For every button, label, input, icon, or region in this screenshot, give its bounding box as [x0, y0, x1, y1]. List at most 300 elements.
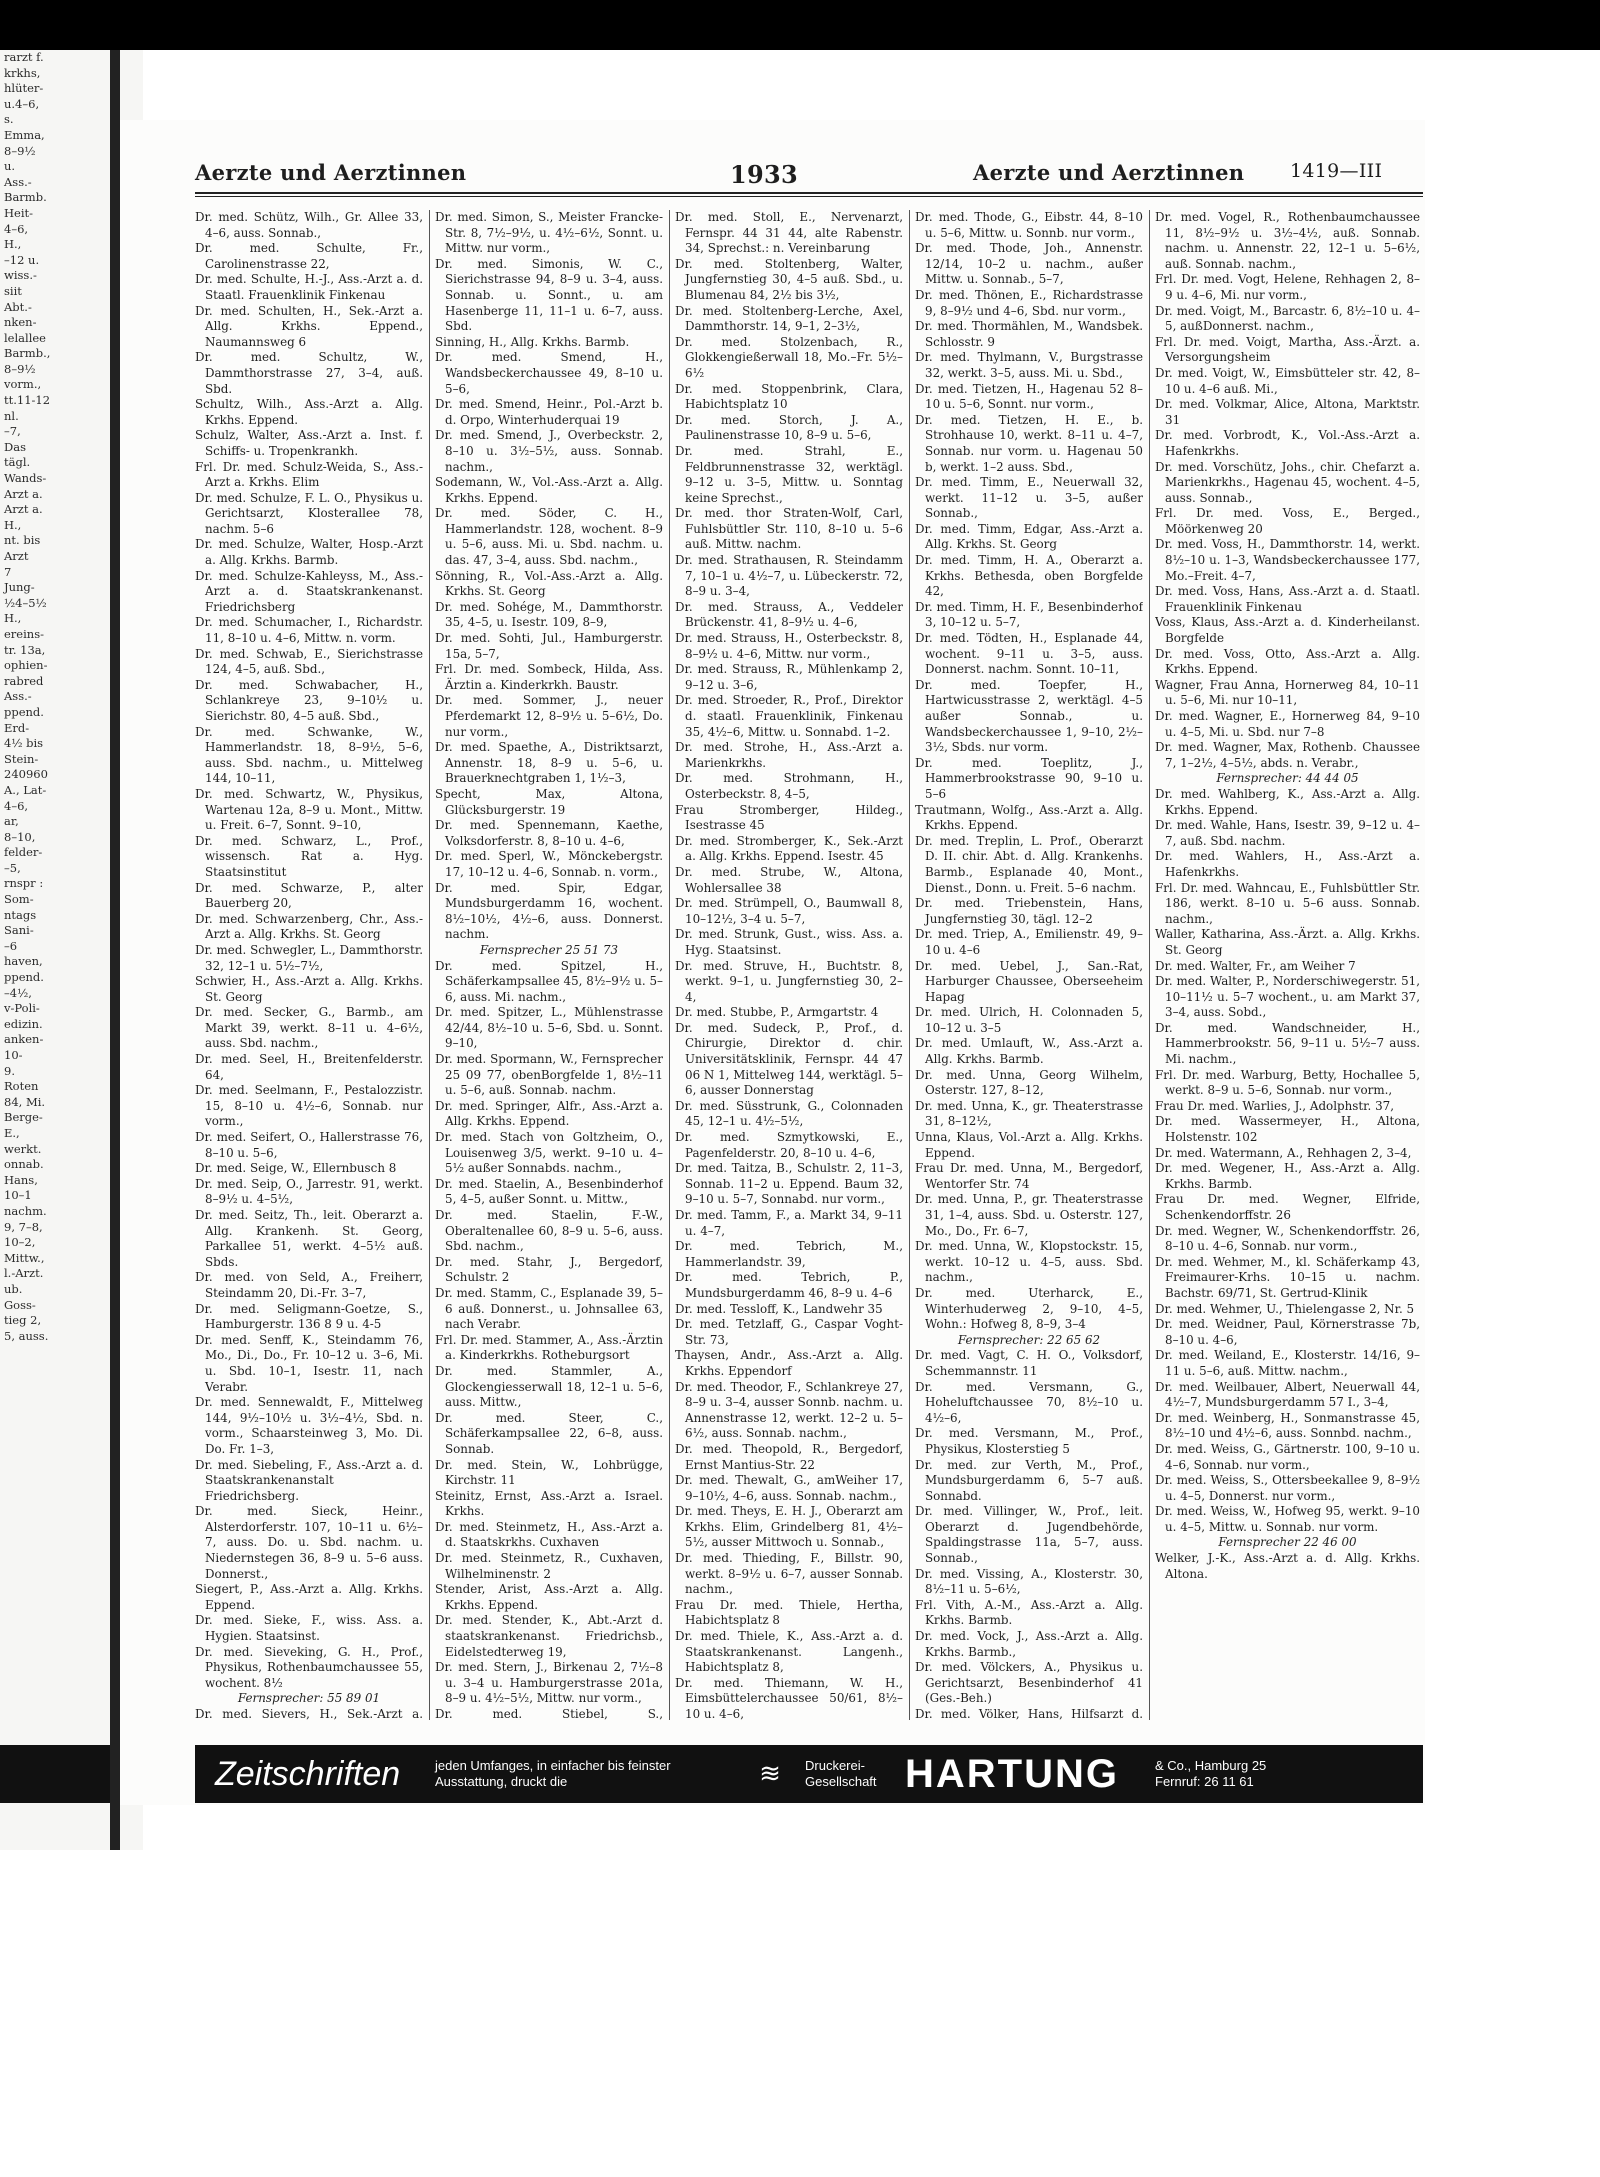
prev-page-line: 8–10,: [4, 829, 36, 844]
directory-entry: Thaysen, Andr., Ass.-Arzt a. Allg. Krkhs. Eppendorf: [675, 1348, 903, 1378]
directory-entry: Dr. med. Stern, J., Birkenau 2, 7½–8 u. 3–4 u. Hamburgerstrasse 201a, 8–9 u. 4½–5½, Mittw. nur vorm.,: [435, 1660, 663, 1706]
prev-page-line: Ass.-: [4, 689, 32, 704]
directory-entry: Dr. med. Spitzer, L., Mühlenstrasse 42/44, 8½–10 u. 5–6, Sbd. u. Sonnt. 9–10,: [435, 1005, 663, 1051]
directory-entry: Voss, Klaus, Ass.-Arzt a. d. Kinderheilanst. Borgfelde: [1155, 615, 1420, 646]
ad-company-location: & Co., Hamburg 25: [1155, 1758, 1267, 1773]
directory-entry: Dr. med. Sieck, Heinr., Alsterdorferstr. 107, 10–11 u. 6½–7, auss. Do. u. Sbd. nachm. u. Niedernstegen 36, 8–9 u. 5–6 auss. Donnerst.,: [195, 1504, 423, 1581]
directory-entry: Dr. med. Schulten, H., Sek.-Arzt a. Allg. Krkhs. Eppend., Naumannsweg 6: [195, 303, 423, 349]
directory-column-3: [675, 210, 903, 1720]
prev-page-line: 10–1: [4, 1188, 32, 1203]
column-divider: [429, 210, 430, 1720]
header-page-number: 1419—III: [1290, 160, 1383, 182]
directory-entry: Schwier, H., Ass.-Arzt a. Allg. Krkhs. St. Georg: [195, 974, 423, 1004]
prev-page-line: 240960: [4, 767, 48, 782]
directory-entry: Frau Dr. med. Unna, M., Bergedorf, Wentorfer Str. 74: [915, 1161, 1143, 1191]
telephone-line: Fernsprecher 22 46 00: [1218, 1535, 1357, 1550]
directory-entry: Dr. med. Schütz, Wilh., Gr. Allee 33, 4–6, auss. Sonnab.,: [195, 210, 423, 240]
prev-page-line: tr. 13a,: [4, 642, 46, 657]
directory-entry: Dr. med. Theys, E. H. J., Oberarzt am Krkhs. Elim, Grindelberg 81, 4½–5½, ausser Mittwoch u. Sonnab.,: [675, 1504, 903, 1550]
directory-entry: Dr. med. Versmann, M., Prof., Physikus, Klosterstieg 5: [915, 1426, 1143, 1456]
directory-entry: Dr. med. Unna, Georg Wilhelm, Osterstr. 127, 8–12,: [915, 1067, 1143, 1098]
directory-entry: Dr. med. Stahr, J., Bergedorf, Schulstr. 2: [435, 1254, 663, 1285]
directory-entry: Dr. med. Wagner, Max, Rothenb. Chaussee 7, 1–2½, 4–5½, abds. n. Verabr.,: [1155, 740, 1420, 770]
prev-page-line: –7,: [4, 424, 21, 439]
prev-page-line: nt. bis: [4, 533, 41, 548]
directory-entry: Dr. med. Voigt, M., Barcastr. 6, 8½–10 u. 4–5, außDonnerst. nachm.,: [1155, 303, 1420, 334]
directory-entry: Dr. med. Storch, J. A., Paulinenstrasse 10, 8–9 u. 5–6,: [675, 412, 903, 443]
directory-entry: Frl. Vith, A.-M., Ass.-Arzt a. Allg. Krkhs. Barmb.: [915, 1597, 1143, 1628]
directory-entry: Dr. med. Spennemann, Kaethe, Volksdorferstr. 8, 8–10 u. 4–6,: [435, 818, 663, 848]
directory-entry: Frl. Dr. med. Vogt, Helene, Rehhagen 2, 8–9 u. 4–6, Mi. nur vorm.,: [1155, 272, 1420, 302]
directory-entry: Dr. med. Wehmer, M., kl. Schäferkamp 43, Freimaurer-Krhs. 10–15 u. nachm. Bachstr. 69/71, St. Gertrud-Klinik: [1155, 1254, 1420, 1300]
directory-entry: Sodemann, W., Vol.-Ass.-Arzt a. Allg. Krkhs. Eppend.: [435, 475, 663, 505]
column-divider: [909, 210, 910, 1720]
directory-entry: Dr. med. Sohti, Jul., Hamburgerstr. 15a, 5–7,: [435, 631, 663, 661]
prev-page-line: 10–2,: [4, 1235, 36, 1250]
directory-entry: Dr. med. Strube, W., Altona, Wohlersallee 38: [675, 864, 903, 895]
directory-entry: Dr. med. zur Verth, M., Prof., Mundsburgerdamm 6, 5–7 auß. Sonnabd.: [915, 1457, 1143, 1503]
directory-entry: Dr. med. Versmann, G., Hoheluftchaussee 70, 8½–10 u. 4½–6,: [915, 1379, 1143, 1425]
prev-page-line: –6: [4, 938, 18, 953]
directory-entry: Trautmann, Wolfg., Ass.-Arzt a. Allg. Krkhs. Eppend.: [915, 802, 1143, 833]
directory-entry: Dr. med. Uterharck, E., Winterhuderweg 2, 9–10, 4–5, Wohn.: Hofweg 8, 8–9, 3–4: [915, 1285, 1143, 1332]
directory-entry: Dr. med. Staelin, F.-W., Oberaltenallee 60, 8–9 u. 5–6, auss. Sbd. nachm.,: [435, 1208, 663, 1254]
telephone-line: Fernsprecher 25 51 73: [479, 942, 619, 957]
directory-entry: Dr. med. Simonis, W. C., Sierichstrasse 94, 8–9 u. 3–4, auss. Sonnab. u. Sonnt., u. am Hasenberge 11, 11–1 u. 6–7, auss. Sbd.: [435, 256, 663, 334]
prev-page-line: Ass.-: [4, 174, 32, 189]
directory-entry: Dr. med. Schwab, E., Sierichstrasse 124, 4–5, auß. Sbd.,: [195, 646, 423, 677]
prev-page-line: tieg 2,: [4, 1313, 42, 1328]
directory-entry: Dr. med. Seelmann, F., Pestalozzistr. 15, 8–10 u. 4½–6, Sonnab. nur vorm.,: [195, 1083, 423, 1129]
directory-entry: Dr. med. Szmytkowski, E., Pagenfelderstr. 20, 8–10 u. 4–6,: [675, 1130, 903, 1160]
directory-entry: Schultz, Wilh., Ass.-Arzt a. Allg. Krkhs. Eppend.: [195, 397, 423, 427]
directory-entry: Steinitz, Ernst, Ass.-Arzt a. Israel. Krkhs.: [435, 1488, 663, 1519]
prev-page-line: 9.: [4, 1063, 15, 1078]
prev-page-line: Das: [4, 439, 26, 454]
ad-headline: Zeitschriften: [215, 1754, 401, 1793]
directory-entry: Dr. med. Weiss, S., Ottersbeekallee 9, 8–9½ u. 4–5, Donnerst. nur vorm.,: [1155, 1473, 1420, 1503]
directory-entry: Dr. med. Seip, O., Jarrestr. 91, werkt. 8–9½ u. 4–5½,: [195, 1176, 423, 1207]
directory-entry: Dr. med. von Seld, A., Freiherr, Steindamm 20, Di.-Fr. 3–7,: [195, 1270, 423, 1300]
prev-page-line: A., Lat-: [4, 782, 47, 797]
directory-entry: Dr. med. Triebenstein, Hans, Jungfernstieg 30, tägl. 12–2: [915, 896, 1143, 926]
telephone-line: Fernsprecher: 55 89 01: [237, 1691, 381, 1706]
directory-entry: Frau Stromberger, Hildeg., Isestrasse 45: [675, 802, 903, 833]
directory-entry: Dr. med. Tebrich, P., Mundsburgerdamm 46, 8–9 u. 4–6: [675, 1270, 903, 1300]
directory-entry: Dr. med. Uebel, J., San.-Rat, Harburger Chaussee, Oberseeheim Hapag: [915, 958, 1143, 1004]
header-left-title: Aerzte und Aerztinnen: [195, 160, 467, 185]
directory-entry: Dr. med. Triep, A., Emilienstr. 49, 9–10 u. 4–6: [915, 927, 1143, 957]
header-year: 1933: [730, 160, 798, 189]
directory-entry: Dr. med. Thönen, E., Richardstrasse 9, 8–9½ und 4–6, Sbd. nur vorm.,: [915, 287, 1143, 318]
directory-entry: Wagner, Frau Anna, Hornerweg 84, 10–11 u. 5–6, Mi. nur 10–11,: [1155, 677, 1420, 708]
directory-entry: Dr. med. Wassermeyer, H., Altona, Holstenstr. 102: [1155, 1114, 1420, 1145]
prev-page-line: Abt.-: [4, 299, 32, 314]
directory-entry: Dr. med. Volkmar, Alice, Altona, Marktstr. 31: [1155, 397, 1420, 427]
directory-entry: Dr. med. Unna, K., gr. Theaterstrasse 31, 8–12½,: [915, 1098, 1143, 1129]
prev-page-line: Arzt: [4, 549, 29, 563]
directory-entry: Dr. med. Seifert, O., Hallerstrasse 76, 8–10 u. 5–6,: [195, 1130, 423, 1160]
prev-page-line: Emma,: [4, 127, 45, 142]
prev-page-line: tägl.: [4, 455, 31, 470]
directory-entry: Dr. med. Smend, J., Overbeckstr. 2, 8–10 u. 3½–5½, auss. Sonnab. nachm.,: [435, 428, 663, 474]
directory-column-1: [195, 210, 423, 1720]
ad-company-type: Druckerei-Gesellschaft: [805, 1758, 877, 1789]
directory-entry: Frau Dr. med. Thiele, Hertha, Habichtsplatz 8: [675, 1597, 903, 1628]
directory-entry: Siegert, P., Ass.-Arzt a. Allg. Krkhs. Eppend.: [195, 1582, 423, 1612]
directory-entry: Dr. med. Stromberger, K., Sek.-Arzt a. Allg. Krkhs. Eppend. Isestr. 45: [675, 833, 903, 864]
prev-page-line: Heit-: [4, 205, 34, 220]
prev-page-line: ntags: [4, 907, 37, 922]
directory-entry: Frl. Dr. med. Stammer, A., Ass.-Ärztin a. Kinderkrkhs. Rotheburgsort: [435, 1332, 663, 1363]
prev-page-line: E.,: [4, 1125, 20, 1140]
directory-entry: Unna, Klaus, Vol.-Arzt a. Allg. Krkhs. Eppend.: [915, 1130, 1143, 1160]
directory-entry: Dr. med. Seligmann-Goetze, S., Hamburgerstr. 136 8 9 u. 4-5: [195, 1301, 423, 1332]
prev-page-line: v-Poli-: [4, 1001, 40, 1016]
directory-entry: Dr. med. Siebeling, F., Ass.-Arzt a. d. Staatskrankenanstalt Friedrichsberg.: [195, 1457, 423, 1503]
prev-page-line: nachm.: [4, 1203, 47, 1218]
directory-entry: Dr. med. Steinmetz, R., Cuxhaven, Wilhelminenstr. 2: [435, 1551, 663, 1581]
directory-entry: Dr. med. Völckers, A., Physikus u. Gerichtsarzt, Besenbinderhof 41 (Ges.-Beh.): [915, 1660, 1143, 1706]
directory-entry: Dr. med. Seitz, Th., leit. Oberarzt a. Allg. Krankenh. St. Georg, Parkallee 51, werkt. 4–5½ auß. Sbds.: [195, 1208, 423, 1269]
prev-page-line: ophien-: [4, 658, 48, 673]
directory-entry: Dr. med. Wegner, W., Schenkendorffstr. 26, 8–10 u. 4–6, Sonnab. nur vorm.,: [1155, 1223, 1420, 1254]
prev-page-line: u.4–6,: [4, 96, 40, 111]
directory-entry: Frau Dr. med. Wegner, Elfride, Schenkendorffstr. 26: [1155, 1192, 1420, 1222]
directory-entry: Dr. med. Wahlers, H., Ass.-Arzt a. Hafenkrkhs.: [1155, 849, 1420, 879]
directory-entry: Dr. med. Schulte, Fr., Carolinenstrasse 22,: [195, 241, 423, 271]
directory-entry: Dr. med. Schwanke, W., Hammerlandstr. 18, 8–9½, 5–6, auss. Sbd. nachm., u. Mittelweg 144, 10–11,: [195, 724, 423, 786]
prev-page-line: onnab.: [4, 1157, 44, 1172]
directory-entry: Dr. med. Sudeck, P., Prof., d. Chirurgie, Direktor d. chir. Universitätsklinik, Fernspr. 44 47 06 N 1, Mittelweg 144, werktägl. 5–6, ausser Donnerstag: [675, 1020, 903, 1098]
directory-entry: Dr. med. Stubbe, P., Armgartstr. 4: [675, 1005, 879, 1020]
directory-entry: Dr. med. Stroeder, R., Prof., Direktor d. staatl. Frauenklinik, Finkenau 35, 4½–6, Mittw. u. Sonnabd. 1–2.: [675, 693, 903, 739]
directory-entry: Dr. med. Voss, H., Dammthorstr. 14, werkt. 8½–10 u. 1–3, Wandsbeckerchaussee 177, Mo.–Freit. 4–7,: [1155, 537, 1420, 583]
telephone-line: Fernsprecher: 22 65 62: [957, 1332, 1101, 1347]
directory-entry: Dr. med. Seel, H., Breitenfelderstr. 64,: [195, 1052, 423, 1082]
telephone-line: Fernsprecher: 44 44 05: [1216, 771, 1359, 786]
prev-page-line: 8–9½: [4, 143, 36, 158]
prev-page-line: nl.: [4, 408, 19, 423]
directory-column-4: [915, 210, 1143, 1720]
header-rule: [195, 192, 1423, 194]
prev-page-line: Mittw.,: [4, 1250, 45, 1265]
directory-entry: Dr. med. Spitzel, H., Schäferkampsallee 45, 8½–9½ u. 5–6, auss. Mi. nachm.,: [435, 958, 663, 1004]
prev-page-line: s.: [4, 112, 14, 127]
directory-entry: Dr. med. Weilbauer, Albert, Neuerwall 44, 4½–7, Mundsburgerdamm 57 I., 3–4,: [1155, 1379, 1420, 1410]
prev-page-line: 5, auss.: [4, 1328, 49, 1343]
directory-entry: Dr. med. Schwabacher, H., Schlankreye 23, 9–10½ u. Sierichstr. 80, 4–5 auß. Sbd.,: [195, 677, 423, 723]
directory-entry: Frl. Dr. med. Sombeck, Hilda, Ass. Ärztin a. Kinderkrkh. Baustr.: [435, 662, 663, 692]
column-divider: [1149, 210, 1150, 1720]
prev-page-line: u.: [4, 159, 16, 174]
directory-entry: Dr. med. Voss, Hans, Ass.-Arzt a. d. Staatl. Frauenklinik Finkenau: [1155, 584, 1420, 614]
directory-entry: Dr. med. Schulze, Walter, Hosp.-Arzt a. Allg. Krkhs. Barmb.: [195, 537, 423, 568]
directory-entry: Frl. Dr. med. Voss, E., Berged., Möörkenweg 20: [1155, 506, 1420, 536]
directory-entry: Dr. med. Strauss, H., Osterbeckstr. 8, 8–9½ u. 4–6, Mittw. nur vorm.,: [675, 631, 903, 661]
directory-entry: Dr. med. Umlauft, W., Ass.-Arzt a. Allg. Krkhs. Barmb.: [915, 1036, 1143, 1067]
directory-entry: Dr. med. Stamm, C., Esplanade 39, 5–6 auß. Donnerst., u. Johnsallee 63, nach Verabr.: [435, 1285, 663, 1332]
directory-entry: Dr. med. Stach von Goltzheim, O., Louisenweg 3/5, werkt. 9–10 u. 4–5½ außer Sonnabds. nachm.,: [435, 1130, 663, 1176]
directory-entry: Dr. med. Thiemann, W. H., Eimsbüttelerchaussee 50/61, 8½–10 u. 4–6,: [675, 1675, 903, 1720]
directory-entry: Waller, Katharina, Ass.-Ärzt. a. Allg. Krkhs. St. Georg: [1155, 927, 1420, 957]
directory-entry: Frl. Dr. med. Wahncau, E., Fuhlsbüttler Str. 186, werkt. 8–10 u. 5–6 auss. Sonnab. nachm.,: [1155, 880, 1420, 926]
directory-entry: Dr. med. Walter, Fr., am Weiher 7: [1155, 958, 1356, 973]
column-divider: [669, 210, 670, 1720]
directory-entry: Dr. med. Wahlberg, K., Ass.-Arzt a. Allg. Krkhs. Eppend.: [1155, 786, 1420, 817]
prev-page-line: Barmb.,: [4, 346, 51, 361]
directory-entry: Dr. med. Sperl, W., Mönckebergstr. 17, 10–12 u. 4–6, Sonnab. n. vorm.,: [435, 849, 663, 879]
directory-entry: Dr. med. Struve, H., Buchtstr. 8, werkt. 9–1, u. Jungfernstieg 30, 2–4,: [675, 958, 903, 1004]
directory-entry: Dr. med. Secker, G., Barmb., am Markt 39, werkt. 8–11 u. 4–6½, auss. Sbd. nachm.,: [195, 1005, 423, 1051]
directory-entry: Dr. med. Unna, P., gr. Theaterstrasse 31, 1–4, auss. Sbd. u. Osterstr. 127, Mo., Do., Fr. 6–7,: [915, 1192, 1143, 1238]
directory-entry: Dr. med. Völker, Hans, Hilfsarzt d.: [915, 1707, 1143, 1720]
previous-page-ad-fragment: [0, 1745, 110, 1803]
directory-entry: Dr. med. Tietzen, H. E., b. Strohhause 10, werkt. 8–11 u. 4–7, Sonnab. nur vorm. u. Hagenau 50 b, werkt. 1–2 auss. Sbd.,: [915, 412, 1143, 474]
prev-page-line: –12 u.: [4, 252, 40, 267]
directory-entry: Dr. med. Stein, W., Lohbrügge, Kirchstr. 11: [435, 1457, 663, 1488]
directory-entry: Dr. med. Spormann, W., Fernsprecher 25 09 77, obenBorgfelde 1, 8½–11 u. 5–6, auß. Sonnab. nachm.: [435, 1052, 663, 1098]
directory-entry: Dr. med. Spir, Edgar, Mundsburgerdamm 16, wochent. 8½–10½, 4½–6, auss. Donnerst. nachm.: [435, 880, 663, 942]
directory-entry: Dr. med. Sennewaldt, F., Mittelweg 144, 9½–10½ u. 3½–4½, Sbd. n. vorm., Schaarsteinweg 3, Mo. Di. Do. Fr. 1–3,: [195, 1395, 423, 1456]
directory-entry: Dr. med. Süsstrunk, G., Colonnaden 45, 12–1 u. 4½–5½,: [675, 1098, 903, 1129]
directory-entry: Dr. med. Smend, H., Wandsbeckerchaussee 49, 8–10 u. 5–6,: [435, 350, 663, 396]
ad-description: jeden Umfanges, in einfacher bis feinster Ausstattung, druckt die: [435, 1758, 671, 1789]
header-right-title: Aerzte und Aerztinnen: [973, 160, 1245, 185]
directory-entry: Dr. med. Schwartz, W., Physikus, Wartenau 12a, 8–9 u. Mont., Mittw. u. Freit. 6–7, Sonnt. 9–10,: [195, 786, 423, 833]
directory-entry: Dr. med. Sievers, H., Sek.-Arzt a.: [195, 1707, 423, 1720]
prev-page-line: 8–9½: [4, 361, 36, 376]
directory-entry: Dr. med. Thewalt, G., amWeiher 17, 9–10½, 4–6, auss. Sonnab. nachm.,: [675, 1473, 903, 1503]
prev-page-line: Hans,: [4, 1172, 38, 1187]
prev-page-line: Arzt a.: [4, 502, 43, 517]
directory-entry: Dr. med. Sieveking, G. H., Prof., Physikus, Rothenbaumchaussee 55, wochent. 8½: [195, 1644, 423, 1690]
directory-entry: Dr. med. Weinberg, H., Sonmanstrasse 45, 8½–10 und 4½–6, auss. Sonnbd. nachm.,: [1155, 1410, 1420, 1441]
directory-entry: Dr. med. Schulte, H.-J., Ass.-Arzt a. d. Staatl. Frauenklinik Finkenau: [195, 272, 423, 302]
prev-page-line: felder-: [4, 845, 43, 860]
prev-page-line: Jung-: [4, 580, 35, 595]
prev-page-line: 10-: [4, 1048, 23, 1062]
directory-entry: Dr. med. Söder, C. H., Hammerlandstr. 128, wochent. 8–9 u. 5–6, auss. Mi. u. Sbd. nachm. u. das. 47, 3–4, auss. Sbd. nachm.,: [435, 506, 663, 568]
directory-entry: Dr. med. Voss, Otto, Ass.-Arzt a. Allg. Krkhs. Eppend.: [1155, 646, 1420, 677]
directory-entry: Dr. med. Vagt, C. H. O., Volksdorf, Schemmannstr. 11: [915, 1348, 1143, 1378]
prev-page-line: H.,: [4, 611, 22, 626]
prev-page-line: –5,: [4, 860, 21, 875]
directory-entry: Dr. med. Timm, H. A., Oberarzt a. Krkhs. Bethesda, oben Borgfelde 42,: [915, 553, 1143, 599]
prev-page-line: wiss.-: [4, 268, 37, 283]
prev-page-line: 4½ bis: [4, 736, 44, 751]
directory-entry: Dr. med. Weidner, Paul, Körnerstrasse 7b, 8–10 u. 4–6,: [1155, 1317, 1420, 1347]
directory-entry: Dr. med. Weiland, E., Klosterstr. 14/16, 9–11 u. 5–6, auß. Mittw. nachm.,: [1155, 1348, 1420, 1378]
prev-page-line: siit: [4, 283, 22, 298]
directory-entry: Dr. med. Stoltenberg, Walter, Jungfernstieg 30, 4–5 auß. Sbd., u. Blumenau 84, 2½ bis 3½,: [675, 256, 903, 302]
directory-entry: Dr. med. Wehmer, U., Thielengasse 2, Nr. 5: [1155, 1301, 1415, 1316]
directory-entry: Dr. med. Strathausen, R. Steindamm 7, 10–1 u. 4½–7, u. Lübeckerstr. 72, 8–9 u. 3–4,: [675, 553, 903, 599]
prev-page-line: rabred: [4, 673, 44, 688]
directory-entry: Dr. med. Vorschütz, Johs., chir. Chefarzt a. Marienkrkhs., Hagenau 45, wochent. 4–5, auss. Sonnab.,: [1155, 459, 1420, 505]
directory-entry: Dr. med. Treplin, L. Prof., Oberarzt D. II. chir. Abt. d. Allg. Krankenhs. Barmb., Esplanade 40, Mont., Dienst., Donn. u. Freit. 5–6 nachm.: [915, 833, 1143, 895]
prev-page-line: 4–6,: [4, 798, 29, 813]
directory-entry: Dr. med. Tödten, H., Esplanade 44, wochent. 9–11 u. 3–5, auss. Donnerst. nachm. Sonnt. 10–11,: [915, 631, 1143, 677]
prev-page-line: Erd-: [4, 720, 30, 735]
directory-entry: Dr. med. Senff, K., Steindamm 76, Mo., Di., Do., Fr. 10–12 u. 3–6, Mi. u. Sbd. 10–1, Isestr. 11, nach Verabr.: [195, 1332, 423, 1394]
prev-page-line: ub.: [4, 1281, 23, 1296]
prev-page-line: nken-: [4, 315, 37, 330]
directory-entry: Dr. med. Voigt, W., Eimsbütteler str. 42, 8–10 u. 4–6 auß. Mi.,: [1155, 365, 1420, 396]
directory-entry: Sönning, R., Vol.-Ass.-Arzt a. Allg. Krkhs. St. Georg: [435, 568, 663, 599]
directory-entry: Dr. med. Seige, W., Ellernbusch 8: [195, 1161, 397, 1176]
advertisement-banner: [195, 1745, 1423, 1803]
directory-entry: Dr. med. thor Straten-Wolf, Carl, Fuhlsbüttler Str. 110, 8–10 u. 5–6 auß. Mittw. nachm.: [675, 506, 903, 552]
directory-column-2: [435, 210, 663, 1720]
prev-page-line: ar,: [4, 814, 19, 829]
directory-page: [120, 120, 1425, 1805]
prev-page-line: Som-: [4, 892, 34, 907]
directory-entry: Specht, Max, Altona, Glücksburgerstr. 19: [435, 786, 663, 817]
directory-entry: Dr. med. Weiss, W., Hofweg 95, werkt. 9–10 u. 4–5, Mittw. u. Sonnab. nur vorm.: [1155, 1504, 1420, 1534]
directory-entry: Dr. med. Thormählen, M., Wandsbek. Schlosstr. 9: [915, 319, 1143, 349]
directory-entry: Dr. med. Taitza, B., Schulstr. 2, 11–3, Sonnab. 11–2 u. Eppend. Baum 32, 9–10 u. 5–7, Sonnabd. nur vorm.,: [675, 1161, 903, 1207]
directory-entry: Dr. med. Tessloff, K., Landwehr 35: [675, 1301, 883, 1316]
directory-entry: Dr. med. Schulze-Kahleyss, M., Ass.-Arzt a. d. Staatskrankenanst. Friedrichsberg: [195, 568, 423, 614]
directory-entry: Dr. med. Wagner, E., Hornerweg 84, 9–10 u. 4–5, Mi. u. Sbd. nur 7–8: [1155, 709, 1420, 739]
ad-phone: Fernruf: 26 11 61: [1155, 1774, 1254, 1789]
directory-entry: Dr. med. Schulze, F. L. O., Physikus u. Gerichtsarzt, Klosterallee 78, nachm. 5–6: [195, 490, 423, 536]
prev-page-line: 4–6,: [4, 221, 29, 236]
directory-entry: Dr. med. Toepfer, H., Hartwicusstrasse 2, werktägl. 4–5 außer Sonnab., u. Wandsbeckerchaussee 1, 9–10, 2½–3½, Sbds. nur vorm.: [915, 677, 1143, 755]
directory-entry: Dr. med. Thieding, F., Billstr. 90, werkt. 8–9½ u. 6–7, ausser Sonnab. nachm.,: [675, 1551, 903, 1597]
prev-page-line: Goss-: [4, 1297, 36, 1312]
directory-entry: Dr. med. Schwarze, P., alter Bauerberg 20,: [195, 880, 423, 911]
directory-entry: Dr. med. Stoppenbrink, Clara, Habichtsplatz 10: [675, 381, 903, 412]
directory-entry: Dr. med. Springer, Alfr., Ass.-Arzt a. Allg. Krkhs. Eppend.: [435, 1098, 663, 1129]
directory-entry: Dr. med. Stiebel, S.,: [435, 1707, 663, 1720]
directory-entry: Dr. med. Schwarzenberg, Chr., Ass.-Arzt a. Allg. Krkhs. St. Georg: [195, 911, 423, 942]
prev-page-line: 84, Mi.: [4, 1094, 46, 1109]
prev-page-line: H.,: [4, 517, 22, 532]
prev-page-line: haven,: [4, 954, 43, 969]
prev-page-line: 9, 7–8,: [4, 1219, 43, 1234]
directory-entry: Dr. med. Theopold, R., Bergedorf, Ernst Mantius-Str. 22: [675, 1441, 903, 1472]
directory-entry: Dr. med. Stolzenbach, R., Glokkengießerwall 18, Mo.–Fr. 5½–6½: [675, 334, 903, 380]
prev-page-line: Berge-: [4, 1110, 43, 1125]
directory-entry: Dr. med. Schultz, W., Dammthorstrasse 27, 3–4, auß. Sbd.: [195, 350, 423, 396]
directory-entry: Dr. med. Tebrich, M., Hammerlandstr. 39,: [675, 1239, 903, 1269]
prev-page-line: werkt.: [4, 1141, 42, 1156]
prev-page-line: Stein-: [4, 751, 39, 766]
header-rule-thin: [195, 196, 1423, 197]
prev-page-line: Wands-: [4, 471, 47, 486]
directory-entry: Dr. med. Staelin, A., Besenbinderhof 5, 4–5, außer Sonnt. u. Mittw.,: [435, 1176, 663, 1207]
directory-entry: Dr. med. Schwegler, L., Dammthorstr. 32, 12–1 u. 5½–7½,: [195, 942, 423, 973]
prev-page-line: hlüter-: [4, 81, 44, 96]
directory-entry: Dr. med. Schwarz, L., Prof., wissensch. Rat a. Hyg. Staatsinstitut: [195, 833, 423, 879]
directory-entry: Dr. med. Simon, S., Meister Francke-Str. 8, 7½–9½, u. 4½–6½, Sonnt. u. Mittw. nur vorm.,: [435, 210, 663, 256]
directory-entry: Dr. med. Strahl, E., Feldbrunnenstrasse 32, werktägl. 9–12 u. 3–5, Mittw. u. Sonntag keine Sprechst.,: [675, 443, 903, 505]
prev-page-line: l.-Arzt.: [4, 1266, 44, 1281]
directory-entry: Dr. med. Schumacher, I., Richardstr. 11, 8–10 u. 4–6, Mittw. n. vorm.: [195, 615, 423, 646]
directory-entry: Dr. med. Thiele, K., Ass.-Arzt a. d. Staatskrankenanst. Langenh., Habichtsplatz 8,: [675, 1629, 903, 1675]
directory-entry: Dr. med. Strauss, A., Veddeler Brückenstr. 41, 8–9½ u. 4–6,: [675, 599, 903, 630]
prev-page-line: Barmb.: [4, 190, 47, 205]
directory-entry: Dr. med. Tietzen, H., Hagenau 52 8–10 u. 5–6, Sonnt. nur vorm.,: [915, 381, 1143, 412]
prev-page-line: H.,: [4, 237, 22, 252]
directory-entry: Stender, Arist, Ass.-Arzt a. Allg. Krkhs. Eppend.: [435, 1582, 663, 1612]
directory-entry: Frl. Dr. med. Voigt, Martha, Ass.-Ärzt. a. Versorgungsheim: [1155, 334, 1420, 365]
directory-entry: Dr. med. Thode, Joh., Annenstr. 12/14, 10–2 u. nachm., außer Mittw. u. Sonnab., 5–7,: [915, 241, 1143, 287]
directory-entry: Dr. med. Strunk, Gust., wiss. Ass. a. Hyg. Staatsinst.: [675, 927, 903, 957]
prev-page-line: ppend.: [4, 970, 44, 985]
directory-entry: Dr. med. Spaethe, A., Distriktsarzt, Annenstr. 18, 8–9 u. 5–6, u. Brauerknechtgraben 1, 1½–3,: [435, 740, 663, 786]
directory-entry: Dr. med. Watermann, A., Rehhagen 2, 3–4,: [1155, 1145, 1412, 1160]
directory-entry: Dr. med. Tamm, F., a. Markt 34, 9–11 u. 4–7,: [675, 1208, 903, 1238]
directory-entry: Dr. med. Strohmann, H., Osterbeckstr. 8, 4–5,: [675, 771, 903, 801]
directory-entry: Dr. med. Theodor, F., Schlankreye 27, 8–9 u. 3–4, ausser Sonnb. nachm. u. Annenstrasse 12, werkt. 12–2 u. 5–6½, auss. Sonnab. nachm.,: [675, 1379, 903, 1441]
directory-column-5: [1155, 210, 1420, 1720]
directory-entry: Dr. med. Stoltenberg-Lerche, Axel, Dammthorstr. 14, 9–1, 2–3½,: [675, 303, 903, 334]
prev-page-line: –4½,: [4, 985, 32, 1000]
directory-entry: Dr. med. Strauss, R., Mühlenkamp 2, 9–12 u. 3–6,: [675, 662, 903, 692]
directory-entry: Schulz, Walter, Ass.-Arzt a. Inst. f. Schiffs- u. Tropenkrankh.: [195, 428, 423, 458]
directory-entry: Dr. med. Wegener, H., Ass.-Arzt a. Allg. Krkhs. Barmb.: [1155, 1161, 1420, 1191]
prev-page-line: ½4–5½: [4, 595, 47, 610]
prev-page-line: krkhs,: [4, 65, 41, 80]
book-gutter: [110, 50, 120, 1850]
directory-entry: Dr. med. Sommer, J., neuer Pferdemarkt 12, 8–9½ u. 5–6½, Do. nur vorm.,: [435, 693, 663, 739]
directory-entry: Dr. med. Smend, Heinr., Pol.-Arzt b. d. Orpo, Winterhuderquai 19: [435, 397, 663, 427]
ad-brand-name: HARTUNG: [905, 1751, 1119, 1796]
directory-entry: Dr. med. Strümpell, O., Baumwall 8, 10–12½, 3–4 u. 5–7,: [675, 896, 903, 926]
directory-entry: Dr. med. Sohége, M., Dammthorstr. 35, 4–5, u. Isestr. 109, 8–9,: [435, 599, 663, 630]
directory-entry: Dr. med. Toeplitz, J., Hammerbrookstrasse 90, 9–10 u. 5–6: [915, 755, 1143, 801]
page-header: [195, 160, 1425, 192]
directory-entry: Dr. med. Stender, K., Abt.-Arzt d. staatskrankenanst. Friedrichsb., Eidelstedterweg 19,: [435, 1613, 663, 1659]
prev-page-line: lelallee: [4, 330, 46, 345]
directory-entry: Dr. med. Thode, G., Eibstr. 44, 8–10 u. 5–6, Mittw. u. Sonnb. nur vorm.,: [915, 210, 1143, 240]
prev-page-line: rarzt f.: [4, 50, 44, 64]
prev-page-line: anken-: [4, 1032, 44, 1047]
directory-entry: Dr. med. Timm, Edgar, Ass.-Arzt a. Allg. Krkhs. St. Georg: [915, 521, 1143, 552]
directory-entry: Dr. med. Vissing, A., Klosterstr. 30, 8½–11 u. 5–6½,: [915, 1566, 1143, 1597]
prev-page-line: tt.11-12: [4, 393, 51, 408]
directory-entry: Welker, J.-K., Ass.-Arzt a. d. Allg. Krkhs. Altona.: [1155, 1551, 1420, 1581]
printer-logo-icon: ≋: [759, 1759, 781, 1789]
directory-entry: Dr. med. Strohe, H., Ass.-Arzt a. Marienkrkhs.: [675, 740, 903, 770]
prev-page-line: Arzt a.: [4, 486, 43, 501]
directory-entry: Dr. med. Sieke, F., wiss. Ass. a. Hygien. Staatsinst.: [195, 1613, 423, 1644]
directory-entry: Dr. med. Walter, P., Norderschiwegerstr. 51, 10–11½ u. 5–7 wochent., u. am Markt 37, 3–4, auss. Sobd.,: [1155, 974, 1420, 1020]
directory-entry: Dr. med. Thylmann, V., Burgstrasse 32, werkt. 3–5, auss. Mi. u. Sbd.,: [915, 350, 1143, 380]
prev-page-line: vorm.,: [4, 377, 42, 392]
directory-entry: Dr. med. Stoll, E., Nervenarzt, Fernspr. 44 31 44, alte Rabenstr. 34, Sprechst.: n. Vereinbarung: [675, 210, 903, 256]
directory-entry: Dr. med. Weiss, G., Gärtnerstr. 100, 9–10 u. 4–6, Sonnab. nur vorm.,: [1155, 1441, 1420, 1472]
prev-page-line: ppend.: [4, 704, 44, 719]
directory-entry: Dr. med. Vorbrodt, K., Vol.-Ass.-Arzt a. Hafenkrkhs.: [1155, 428, 1420, 458]
directory-entry: Dr. med. Wandschneider, H., Hammerbrookstr. 56, 9–11 u. 5½–7 auss. Mi. nachm.,: [1155, 1020, 1420, 1067]
directory-entry: Dr. med. Wahle, Hans, Isestr. 39, 9–12 u. 4–7, auß. Sbd. nachm.: [1155, 818, 1420, 848]
directory-entry: Dr. med. Vock, J., Ass.-Arzt a. Allg. Krkhs. Barmb.,: [915, 1629, 1143, 1659]
scan-top-border: [0, 0, 1600, 50]
directory-entry: Frau Dr. med. Warlies, J., Adolphstr. 37,: [1155, 1098, 1395, 1113]
directory-entry: Sinning, H., Allg. Krkhs. Barmb.: [435, 334, 630, 349]
directory-entry: Dr. med. Steer, C., Schäferkampsallee 22, 6–8, auss. Sonnab.: [435, 1410, 663, 1456]
directory-entry: Frl. Dr. med. Warburg, Betty, Hochallee 5, werkt. 8–9 u. 5–6, Sonnab. nur vorm.,: [1155, 1067, 1420, 1098]
prev-page-line: Sani-: [4, 923, 34, 938]
prev-page-line: edizin.: [4, 1016, 43, 1031]
directory-entry: Dr. med. Ulrich, H. Colonnaden 5, 10–12 u. 3–5: [915, 1005, 1143, 1035]
prev-page-line: 7: [4, 564, 12, 579]
directory-entry: Dr. med. Stammler, A., Glockengiesserwall 18, 12–1 u. 5–6, auss. Mittw.,: [435, 1363, 663, 1410]
